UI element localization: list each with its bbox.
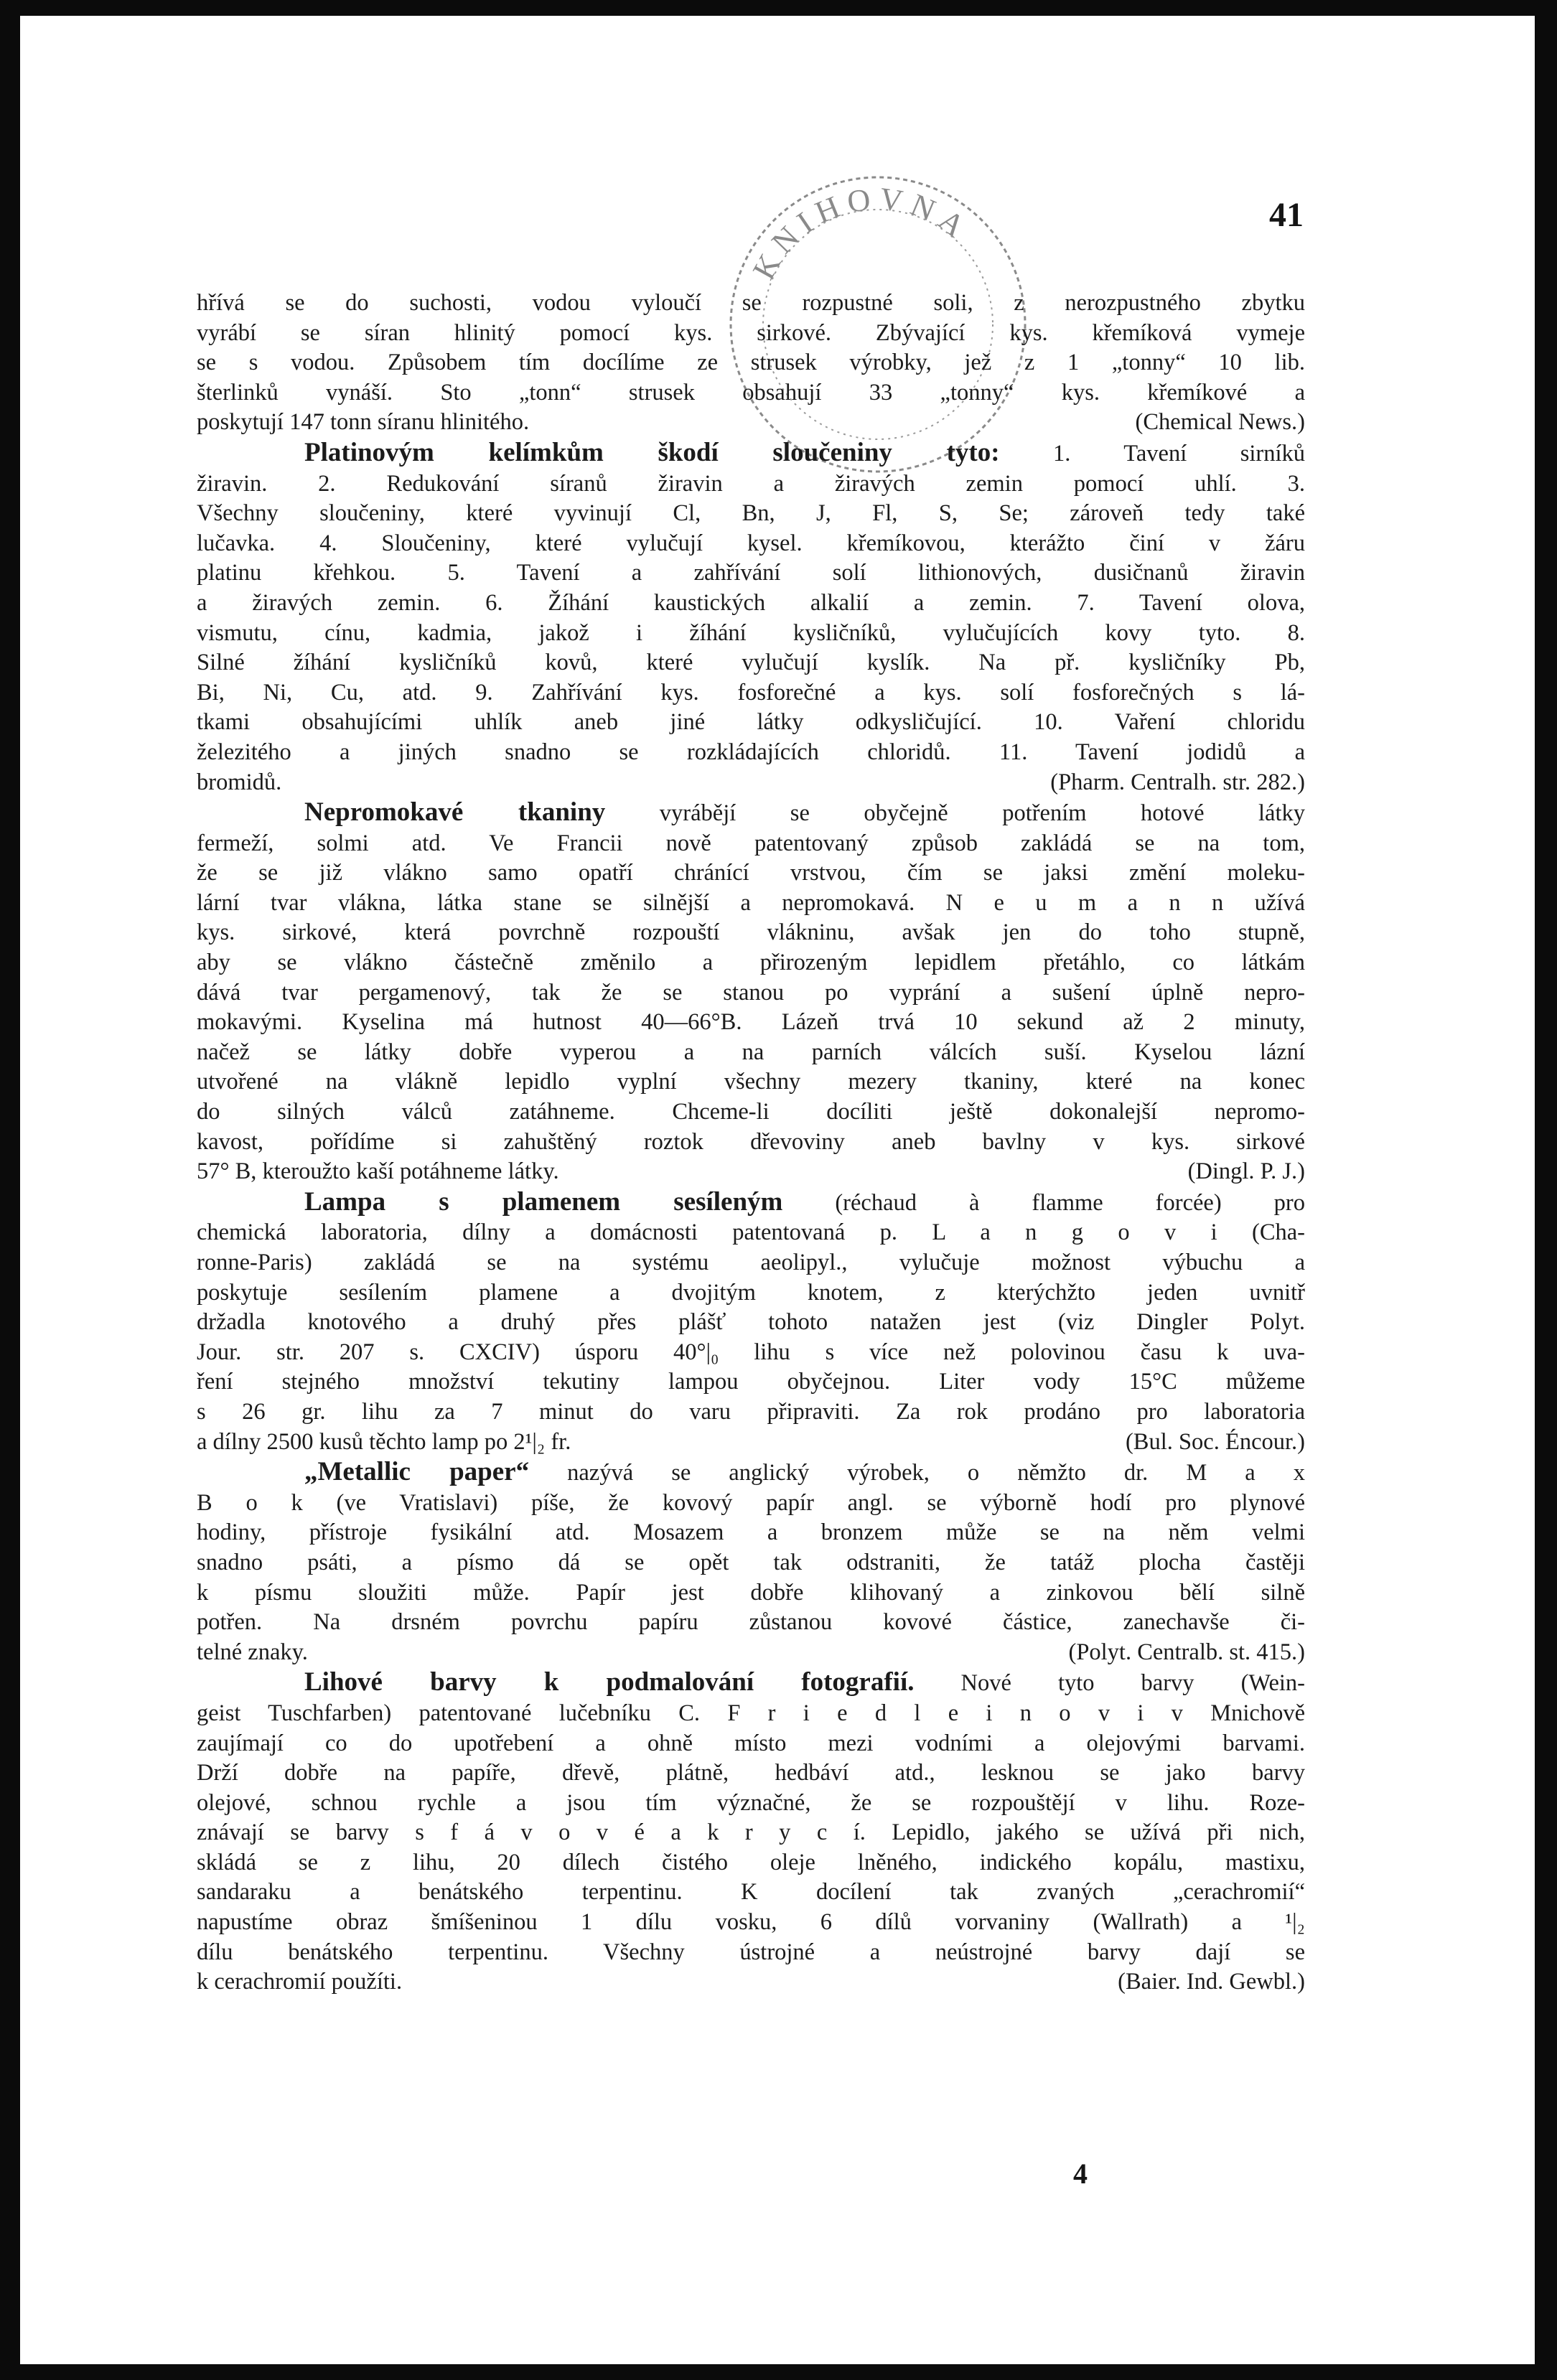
text-line — [197, 829, 1305, 859]
line-text: Nové tyto barvy (Wein- — [914, 1670, 1305, 1697]
line-text: 57° B, kteroužto kaší potáhneme látky. — [197, 1158, 559, 1185]
text-line — [197, 1818, 1305, 1848]
line-text: s 26 gr. lihu za 7 minut do varu připraviti. Za rok prodáno pro laboratoria — [197, 1398, 1305, 1425]
line-text: Všechny sloučeniny, které vyvinují Cl, Bn, J, Fl, S, Se; zároveň tedy také — [197, 500, 1305, 527]
line-text: a žiravých zemin. 6. Žíhání kaustických alkalií a zemin. 7. Tavení olova, — [197, 589, 1305, 616]
line-text: 1. Tavení sirníků — [999, 440, 1305, 467]
article-heading: Nepromokavé tkaniny — [304, 797, 606, 828]
text-line — [197, 918, 1305, 948]
line-text: Drží dobře na papíře, dřevě, plátně, hedbáví atd., lesknou se jako barvy — [197, 1760, 1305, 1786]
line-text: dílu benátského terpentinu. Všechny ústrojné a neústrojné barvy dají se — [197, 1939, 1305, 1965]
article-heading: Lihové barvy k podmalování fotografií. — [304, 1667, 915, 1697]
text-line — [197, 889, 1305, 919]
text-line — [197, 1578, 1305, 1608]
text-line — [197, 558, 1305, 589]
text-line — [197, 1278, 1305, 1308]
line-text: vyrábí se síran hlinitý pomocí kys. sirkové. Zbývající kys. křemíková vymeje — [197, 319, 1305, 346]
line-text: šterlinků vynáší. Sto „tonn“ strusek obsahují 33 „tonny“ kys. křemíkové a — [197, 379, 1305, 406]
text-line — [197, 678, 1305, 708]
text-line — [197, 1518, 1305, 1548]
line-text: mokavými. Kyselina má hutnost 40—66°B. Lázeň trvá 10 sekund až 2 minuty, — [197, 1009, 1305, 1036]
line-text: načež se látky dobře vyperou a na parních válcích suší. Kyselou lázní — [197, 1039, 1305, 1065]
source-citation: (Chemical News.) — [1135, 409, 1305, 436]
text-line — [197, 1548, 1305, 1578]
line-text: Bi, Ni, Cu, atd. 9. Zahřívání kys. fosforečné a kys. solí fosforečných s lá- — [197, 679, 1305, 706]
text-line — [197, 858, 1305, 889]
text-line — [197, 1938, 1305, 1968]
line-text: tkami obsahujícími uhlík aneb jiné látky odkysličující. 10. Vaření chloridu — [197, 709, 1305, 736]
text-line — [197, 1638, 1305, 1668]
line-text: dává tvar pergamenový, tak že se stanou po vyprání a sušení úplně nepro- — [197, 979, 1305, 1006]
line-text: lární tvar vlákna, látka stane se silnější a nepromokavá. N e u m a n n užívá — [197, 889, 1305, 916]
text-line — [197, 1878, 1305, 1908]
text-line — [197, 1758, 1305, 1789]
text-line — [197, 1967, 1305, 1997]
signature-mark: 4 — [1073, 2158, 1088, 2190]
line-text: vismutu, cínu, kadmia, jakož i žíhání kysličníků, vylučujících kovy tyto. 8. — [197, 619, 1305, 646]
line-text: ronne-Paris) zakládá se na systému aeolipyl., vylučuje možnost výbuchu a — [197, 1250, 1305, 1275]
line-text: kavost, pořídíme si zahuštěný roztok dřevoviny aneb bavlny v kys. sirkové — [197, 1128, 1305, 1155]
text-line — [197, 438, 1305, 469]
text-line — [197, 1097, 1305, 1128]
line-text: poskytuje sesílením plamene a dvojitým knotem, z kterýchžto jeden uvnitř — [197, 1279, 1305, 1306]
line-text: aby se vlákno částečně změnilo a přirozeným lepidlem přetáhlo, co látkám — [197, 950, 1305, 976]
text-line — [197, 529, 1305, 559]
line-text: k písmu sloužiti může. Papír jest dobře klihovaný a zinkovou bělí silně — [197, 1579, 1305, 1606]
text-line — [197, 978, 1305, 1008]
text-line — [197, 408, 1305, 438]
text-line — [197, 1397, 1305, 1428]
text-line — [197, 1067, 1305, 1097]
text-line — [197, 589, 1305, 619]
line-text: olejové, schnou rychle a jsou tím význačné, že se rozpouštějí v lihu. Roze- — [197, 1789, 1305, 1816]
line-text: zaujímají co do upotřebení a ohně místo mezi vodními a olejovými barvami. — [197, 1730, 1305, 1756]
line-text: lučavka. 4. Sloučeniny, které vylučují kysel. křemíkovou, kterážto činí v žáru — [197, 530, 1305, 556]
line-text: a dílny 2500 kusů těchto lamp po 2¹|₂ fr. — [197, 1428, 571, 1455]
stamp-text: KNIHOVNA — [745, 180, 978, 286]
text-line — [197, 1367, 1305, 1397]
line-text: držadla knotového a druhý přes plášť tohoto natažen jest (viz Dingler Polyt. — [197, 1309, 1305, 1336]
text-line — [197, 289, 1305, 319]
text-line — [197, 1157, 1305, 1187]
article-heading: „Metallic paper“ — [304, 1457, 530, 1487]
text-line — [197, 708, 1305, 738]
text-line — [197, 1008, 1305, 1038]
text-line — [197, 1699, 1305, 1729]
article-heading: Lampa s plamenem sesíleným — [304, 1186, 783, 1217]
text-line — [197, 797, 1305, 829]
text-line — [197, 1338, 1305, 1368]
text-line — [197, 1128, 1305, 1158]
source-citation: (Pharm. Centralh. str. 282.) — [1050, 769, 1305, 795]
text-line — [197, 1848, 1305, 1878]
line-text: do silných válců zatáhneme. Chceme-li docíliti ještě dokonalejší nepromo- — [197, 1099, 1305, 1125]
text-line — [197, 768, 1305, 798]
line-text: sandaraku a benátského terpentinu. K docílení tak zvaných „cerachromií“ — [197, 1879, 1305, 1906]
line-text: (réchaud à flamme forcée) pro — [782, 1189, 1305, 1216]
line-text: nazývá se anglický výrobek, o němžto dr. M a x — [529, 1460, 1305, 1486]
text-line — [197, 1667, 1305, 1699]
text-line — [197, 348, 1305, 378]
text-line — [197, 1187, 1305, 1219]
line-text: telné znaky. — [197, 1639, 308, 1665]
line-text: bromidů. — [197, 769, 282, 795]
line-text: poskytují 147 tonn síranu hlinitého. — [197, 409, 530, 436]
line-text: hřívá se do suchosti, vodou vyloučí se rozpustné soli, z nerozpustného zbytku — [197, 290, 1305, 316]
body-text — [197, 289, 1305, 1997]
text-line — [197, 1038, 1305, 1068]
line-text: utvořené na vlákně lepidlo vyplní všechny mezery tkaniny, které na konec — [197, 1069, 1305, 1095]
line-text: B o k (ve Vratislavi) píše, že kovový papír angl. se výborně hodí pro plynové — [197, 1489, 1305, 1516]
line-text: k cerachromií použíti. — [197, 1969, 403, 1995]
text-line — [197, 499, 1305, 529]
text-line — [197, 1608, 1305, 1638]
text-line — [197, 1308, 1305, 1338]
line-text: fermeží, solmi atd. Ve Francii nově patentovaný způsob zakládá se na tom, — [197, 830, 1305, 856]
line-text: vyrábějí se obyčejně potřením hotové látky — [605, 800, 1305, 827]
text-line — [197, 1908, 1305, 1938]
source-citation: (Bul. Soc. Éncour.) — [1125, 1428, 1305, 1455]
line-text: že se již vlákno samo opatří chránící vrstvou, čím se jaksi změní moleku- — [197, 860, 1305, 886]
text-line — [197, 469, 1305, 500]
svg-text:KNIHOVNA — [746, 181, 977, 285]
source-citation: (Dingl. P. J.) — [1187, 1158, 1305, 1185]
line-text: Silné žíhání kysličníků kovů, které vylučují kyslík. Na př. kysličníky Pb, — [197, 650, 1305, 676]
document-page — [20, 16, 1535, 2364]
text-line — [197, 948, 1305, 978]
line-text: skládá se z lihu, 20 dílech čistého oleje lněného, indického kopálu, mastixu, — [197, 1849, 1305, 1875]
line-text: snadno psáti, a písmo dá se opět tak odstraniti, že tatáž plocha častěji — [197, 1549, 1305, 1575]
source-citation: (Baier. Ind. Gewbl.) — [1118, 1969, 1305, 1995]
text-line — [197, 1789, 1305, 1819]
text-line — [197, 378, 1305, 408]
text-line — [197, 738, 1305, 768]
text-line — [197, 648, 1305, 678]
source-citation: (Polyt. Centralb. st. 415.) — [1068, 1639, 1305, 1665]
line-text: napustíme obraz šmíšeninou 1 dílu vosku, 6 dílů vorvaniny (Wallrath) a ¹|₂ — [197, 1909, 1305, 1936]
article-heading: Platinovým kelímkům škodí sloučeniny tyto: — [304, 437, 1000, 467]
text-line — [197, 1248, 1305, 1278]
line-text: hodiny, přístroje fysikální atd. Mosazem a bronzem může se na něm velmi — [197, 1519, 1305, 1546]
line-text: kys. sirkové, která povrchně rozpouští vlákninu, avšak jen do toho stupně, — [197, 919, 1305, 946]
text-line — [197, 1729, 1305, 1759]
line-text: znávají se barvy s f á v o v é a k r y c í. Lepidlo, jakého se užívá při nich, — [197, 1819, 1305, 1846]
line-text: platinu křehkou. 5. Tavení a zahřívání solí lithionových, dusičnanů žiravin — [197, 560, 1305, 586]
page-number: 41 — [1269, 196, 1304, 234]
line-text: se s vodou. Způsobem tím docílíme ze strusek výrobky, jež z 1 „tonny“ 10 lib. — [197, 350, 1305, 376]
text-line — [197, 1457, 1305, 1489]
text-line — [197, 1489, 1305, 1519]
text-line — [197, 619, 1305, 649]
line-text: železitého a jiných snadno se rozkládajících chloridů. 11. Tavení jodidů a — [197, 739, 1305, 765]
text-line — [197, 1428, 1305, 1458]
text-line — [197, 1218, 1305, 1248]
line-text: ření stejného množství tekutiny lampou obyčejnou. Liter vody 15°C můžeme — [197, 1369, 1305, 1395]
line-text: chemická laboratoria, dílny a domácnosti patentovaná p. L a n g o v i (Cha- — [197, 1219, 1305, 1246]
text-line — [197, 319, 1305, 349]
line-text: potřen. Na drsném povrchu papíru zůstanou kovové částice, zanechavše či- — [197, 1609, 1305, 1636]
line-text: Jour. str. 207 s. CXCIV) úsporu 40°|₀ lihu s více než polovinou času k uva- — [197, 1339, 1305, 1365]
line-text: geist Tuschfarben) patentované lučebníku C. F r i e d l e i n o v i v Mnichově — [197, 1700, 1305, 1726]
line-text: žiravin. 2. Redukování síranů žiravin a žiravých zemin pomocí uhlí. 3. — [197, 470, 1305, 497]
